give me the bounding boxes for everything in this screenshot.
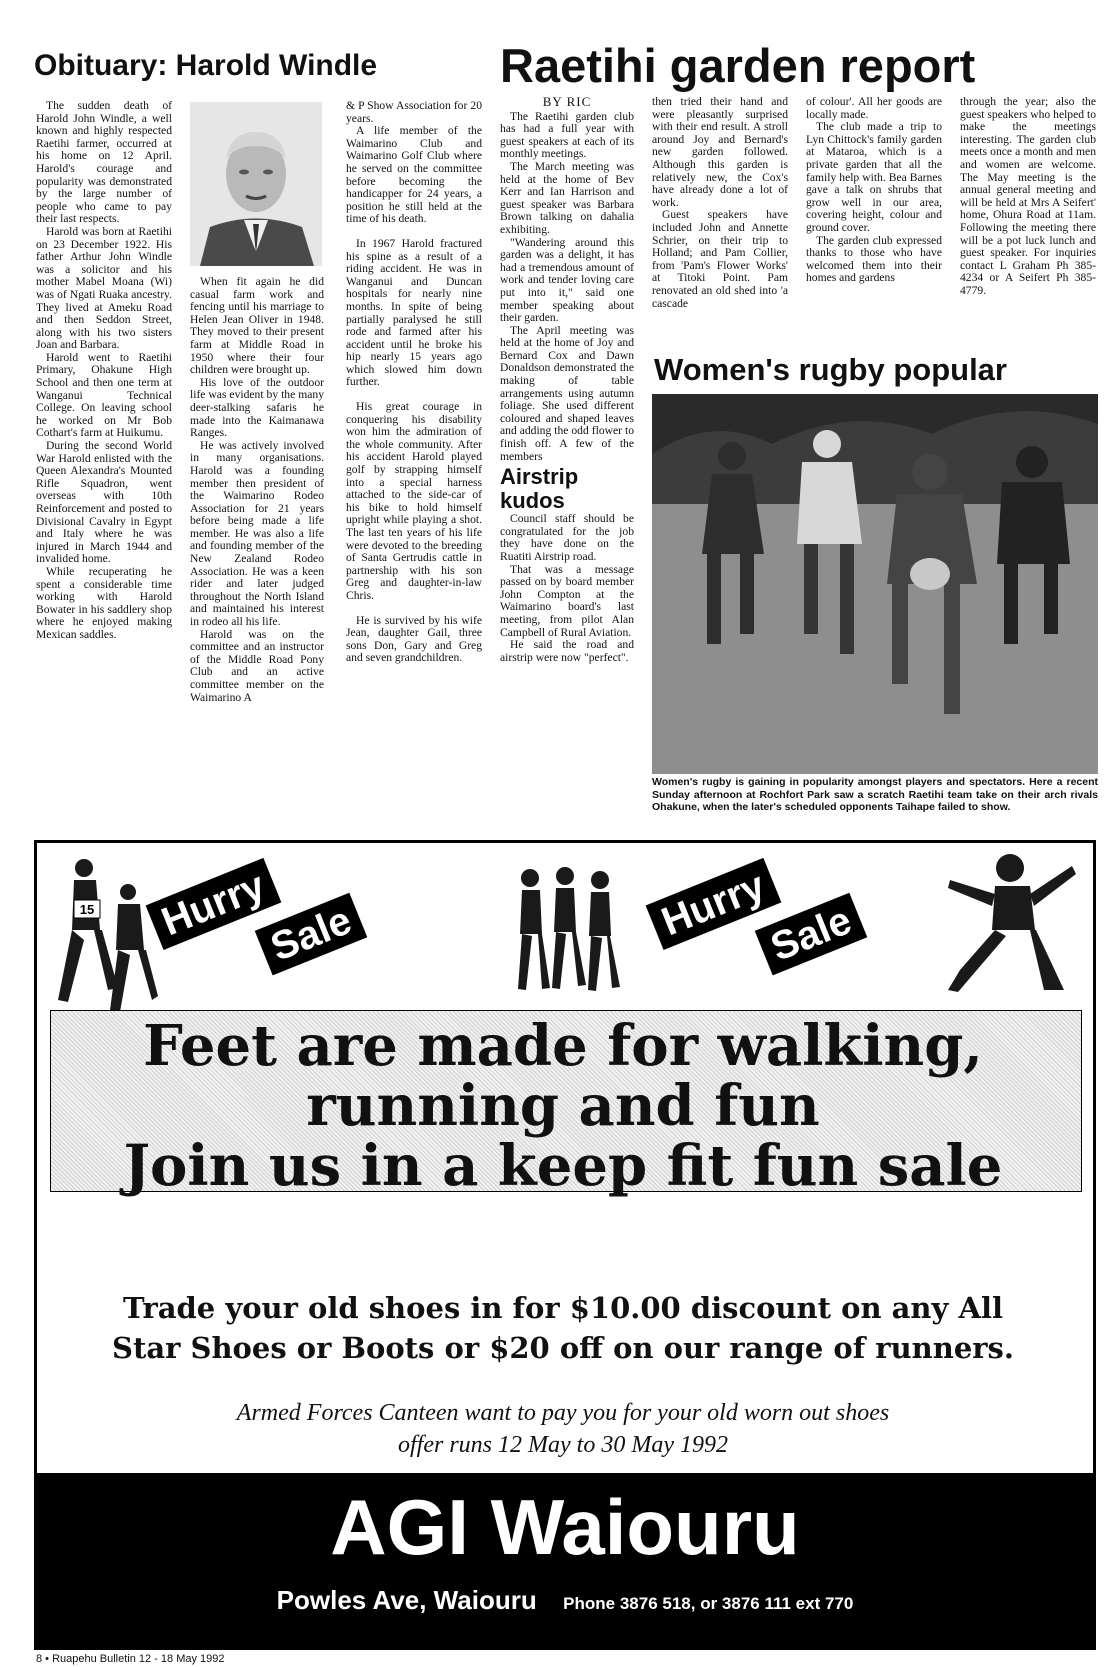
paragraph: The garden club expressed thanks to those who have welcomed them into their homes and gardens: [806, 233, 942, 285]
obituary-heading: Obituary: Harold Windle: [34, 49, 378, 82]
runners-illustration-left: [48, 850, 158, 1030]
obituary-portrait-photo: [190, 102, 322, 266]
page-footer: 8 • Ruapehu Bulletin 12 - 18 May 1992: [36, 1653, 225, 1665]
paragraph: Guest speakers have included John and Annette Schrier, on their trip to Holland; and Pam Collier, from 'Pam's Flower Works' at Titoki Point. Pam renovated an old shed into 'a cascade: [652, 208, 788, 310]
paragraph: That was a message passed on by board member John Compton at the Waimarino board's last meeting, from pilot Alan Campbell of Rural Aviation.: [500, 562, 634, 639]
paragraph: Council staff should be congratulated for the job they have done on the Ruatiti Airstrip road.: [500, 512, 634, 563]
paragraph: The club made a trip to Lyn Chittock's family garden at Mataroa, which is a private garden that all the family help with. Bea Barnes gave a talk on shrubs that grow well in our area, covering height, colour and ground cover.: [806, 120, 942, 234]
paragraph: then tried their hand and were pleasantly surprised with their end result. A stroll around Joy and Bernard's new garden followed. Although this garden is relatively new, the Cox's have already done a lot of work.: [652, 95, 788, 209]
paragraph: through the year; also the guest speakers who helped to make the meetings interesting. The garden club meets once a month and men and women are welcome. The May meeting is the annual general meeting and will be held at Mrs A Seifert' home, Ohura Road at 11am. Following the meeting there will be a pot luck lunch and guest speaker. For inquiries contact L Graham Ph 385-4234 or A Seifert Ph 385-4779.: [960, 95, 1096, 297]
paragraph: He was actively involved in many organisations. Harold was a founding member then president of the Waimarino Rodeo Association for 21 years before being made a life member. He was also a life and founding member of the New Zealand Rodeo Association. He was a keen rider and later judged throughout the North Island and maintained his interest in rodeo all his life.: [190, 438, 324, 629]
paragraph: Harold was on the committee and an instructor of the Middle Road Pony Club and an active committee member on the Waimarino A: [190, 627, 324, 704]
store-address-line: [36, 1585, 1094, 1616]
garden-column-4: [960, 96, 1096, 298]
obituary-column-2: [190, 276, 324, 704]
paragraph: The March meeting was held at the home of Bev Kerr and Ian Harrison and guest speaker was Barbara Brown talking on dahalia exhibiting.: [500, 159, 634, 236]
garden-column-2: [652, 96, 788, 310]
paragraph: His great courage in conquering his disability won him the admiration of the whole community. After his accident Harold played golf by strapping himself into a special harness attached to the side-car of his bike to hold himself upright while playing a shot. The last ten years of his life were devoted to the breeding of Santa Gertrudis cattle in partnership with his son Greg and daughter-in-law Chris.: [346, 400, 482, 602]
ad-offer-line-2: Star Shoes or Boots or $20 off on our range of runners.: [112, 1331, 1014, 1365]
paragraph: The Raetihi garden club has had a full year with guest speakers at each of its monthly meetings.: [500, 109, 634, 161]
ad-headline-line-3: Join us in a keep fit fun sale: [123, 1133, 1003, 1199]
paragraph: & P Show Association for 20 years.: [346, 99, 482, 125]
dancer-illustration: [940, 850, 1080, 1000]
joggers-illustration: [510, 864, 620, 1004]
garden-heading: Raetihi garden report: [500, 39, 976, 92]
rugby-players-illustration: [652, 394, 1098, 774]
paragraph: "Wandering around this garden was a delight, it has had a tremendous amount of work and tender loving care put into it," said one member speaking about their garden.: [500, 235, 634, 325]
store-name: AGI Waiouru: [330, 1483, 800, 1571]
obituary-column-1: [36, 100, 172, 642]
ad-canteen-line-1: Armed Forces Canteen want to pay you for your old worn out shoes: [236, 1400, 890, 1426]
airstrip-heading: Airstrip kudos: [500, 464, 579, 514]
paragraph: During the second World War Harold enlisted with the Queen Alexandra's Mounted Rifle Squadron, went overseas with 10th Reinforcement and posted to Divisional Cavalry in Egypt and Italy where he was injured in March 1944 and invalided home.: [36, 439, 172, 566]
hurry-label: Hurry: [646, 858, 781, 950]
garden-column-3: [806, 96, 942, 285]
hurry-label: Hurry: [146, 858, 281, 950]
hurry-sale-badge-right: [650, 863, 858, 980]
rugby-heading: Women's rugby popular: [654, 352, 1007, 387]
ad-headline-line-2: running and fun: [306, 1073, 820, 1139]
rugby-photo: [652, 394, 1098, 774]
paragraph: He said the road and airstrip were now "perfect".: [500, 638, 634, 664]
paragraph: of colour'. All her goods are locally made.: [806, 95, 942, 121]
paragraph: When fit again he did casual farm work and fencing until his marriage to Helen Jean Oliver in 1948. They moved to their present farm at Middle Road in 1950 where their four children were brought up.: [190, 275, 324, 377]
store-phone: Phone 3876 518, or 3876 111 ext 770: [563, 1594, 854, 1613]
paragraph: The sudden death of Harold John Windle, a well known and highly respected Raetihi farmer, occurred at his home on 12 April. Harold's courage and popularity was demonstrated by the large number of people who came to pay their last respects.: [36, 99, 172, 226]
ad-canteen-line-2: offer runs 12 May to 30 May 1992: [398, 1432, 728, 1458]
sale-label: Sale: [255, 893, 368, 976]
ad-headline-line-1: Feet are made for walking,: [143, 1013, 983, 1079]
store-address: Powles Ave, Waiouru: [276, 1585, 537, 1615]
paragraph: In 1967 Harold fractured his spine as a result of a riding accident. He was in Wanganui and Duncan hospitals for nearly nine months. In spite of being partially paralysed he still rode and farmed after his accident until he broke his hip nearly 15 years ago which slowed him down further.: [346, 236, 482, 389]
garden-column-1: [500, 96, 634, 664]
hurry-sale-badge-left: [150, 863, 358, 980]
portrait-illustration: [190, 102, 322, 266]
runner-bib-number: 15: [79, 902, 95, 917]
paragraph: Harold was born at Raetihi on 23 December 1922. His father Arthur John Windle was a solicitor and his mother Mabel Moana (Wi) was of Ngati Ruaka ancestry. They lived at Ameku Road and then Seddon Street, along with his two sisters Joan and Barbara.: [36, 224, 172, 352]
paragraph: The April meeting was held at the home of Joy and Bernard Cox and Dawn Donaldson demonstrated the making of table arrangements using autumn foliage. She used different coloured and shaped leaves and adding the odd flower to finish off. A few of the members: [500, 323, 634, 463]
paragraph: While recuperating he spent a considerable time working with Harold Bowater in his saddlery shop where he enjoyed making Mexican saddles.: [36, 564, 172, 641]
obituary-column-3: [346, 100, 482, 665]
sale-label: Sale: [755, 893, 868, 976]
paragraph: His love of the outdoor life was evident by the many deer-stalking safaris he made into the Kaimanawa Ranges.: [190, 375, 324, 440]
garden-byline: BY RIC: [542, 94, 592, 109]
paragraph: A life member of the Waimarino Club and Waimarino Golf Club where he served on the committee before becoming the handicapper for 24 years, a position he still held at the time of his death.: [346, 124, 482, 226]
paragraph: He is survived by his wife Jean, daughter Gail, three sons Don, Gary and Greg and seven grandchildren.: [346, 613, 482, 665]
paragraph: Harold went to Raetihi Primary, Ohakune High School and then one term at Wanganui Technical College. On leaving school he worked on Mr Bob Cothart's farm at Huikumu.: [36, 350, 172, 440]
ad-offer-line-1: Trade your old shoes in for $10.00 discount on any All: [122, 1291, 1003, 1325]
rugby-photo-caption: Women's rugby is gaining in popularity amongst players and spectators. Here a recent Sunday afternoon at Rochfort Park saw a scratch Raetihi team take on their arch rivals Ohakune, when the later's scheduled opponents Taihape failed to show.: [652, 776, 1098, 813]
